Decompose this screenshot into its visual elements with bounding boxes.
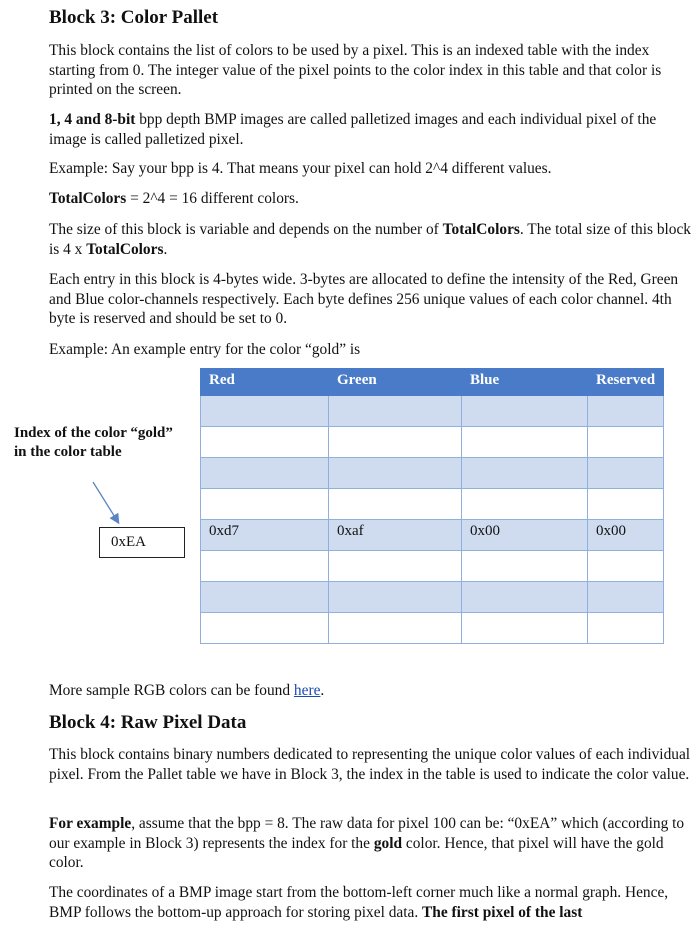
index-annotation-label: Index of the color “gold” in the color table bbox=[14, 425, 173, 460]
block3-intro-paragraph: This block contains the list of colors to be used by a pixel. This is an indexed table with the index starting from 0. The integer value of the pixel points to the color index in this table and that color is printed on the screen. bbox=[49, 42, 662, 98]
total-colors-bold: TotalColors bbox=[49, 190, 127, 207]
palletized-text: bpp depth BMP images are called palletized images and each individual pixel of the image is called palletized pixel. bbox=[49, 111, 657, 148]
total-colors-paragraph bbox=[49, 189, 694, 209]
gold-green-cell: 0xaf bbox=[329, 520, 462, 551]
block-size-text-a: The size of this block is variable and depends on the number of bbox=[49, 221, 443, 238]
table-row bbox=[201, 396, 664, 427]
block-size-text-c: . bbox=[163, 240, 168, 258]
block4-intro-paragraph: This block contains binary numbers dedicated to representing the unique color values of each individual pixel. From the Pallet table we have in Block 3, the index in the table is used to indicate the color value. bbox=[49, 746, 691, 783]
gold-reserved-cell: 0x00 bbox=[588, 520, 664, 551]
coordinates-paragraph bbox=[49, 883, 694, 922]
for-example-text-b: color. Hence, that pixel will have the gold color. bbox=[49, 834, 664, 871]
coordinates-text: The coordinates of a BMP image start from the bottom-left corner much like a normal graph. Hence, BMP follows the bottom-up approach for storing pixel data. bbox=[49, 884, 669, 921]
entry-width-paragraph: Each entry in this block is 4-bytes wide. 3-bytes are allocated to define the intensity of the Red, Green and Blue color-channels respectively. Each byte defines 256 unique values of each color channel. 4th byte is reserved and should be set to 0. bbox=[49, 271, 679, 327]
header-reserved: Reserved bbox=[588, 369, 664, 396]
for-example-text-a: , assume that the bpp = 8. The raw data for pixel 100 can be: “0xEA” which (according to our example in Block 3) represents the index for the bbox=[49, 815, 685, 852]
table-row bbox=[201, 582, 664, 613]
block4-heading: Block 4: Raw Pixel Data bbox=[49, 712, 247, 733]
gold-example-paragraph: Example: An example entry for the color “gold” is bbox=[49, 341, 361, 358]
palletized-paragraph bbox=[49, 110, 694, 149]
header-green: Green bbox=[329, 369, 462, 396]
header-blue: Blue bbox=[462, 369, 588, 396]
table-row bbox=[201, 489, 664, 520]
for-example-paragraph bbox=[49, 814, 694, 873]
gold-table-row bbox=[201, 520, 664, 551]
more-colors-text: More sample RGB colors can be found bbox=[49, 682, 294, 699]
total-colors-text: = 2^4 = 16 different colors. bbox=[126, 190, 299, 207]
table-row bbox=[201, 613, 664, 644]
gold-red-cell: 0xd7 bbox=[201, 520, 329, 551]
block-size-bold-1: TotalColors bbox=[442, 221, 520, 238]
block-size-bold-2: TotalColors bbox=[86, 240, 164, 258]
gold-bold: gold bbox=[373, 834, 403, 852]
index-value-box: 0xEA bbox=[99, 527, 185, 558]
block-size-text-b: . The total size of this block is 4 x bbox=[49, 221, 692, 258]
color-pallet-table bbox=[200, 368, 664, 644]
bit-depths-bold: 1, 4 and 8-bit bbox=[49, 111, 136, 128]
table-header-row bbox=[201, 369, 664, 396]
first-pixel-bold: The first pixel of the last bbox=[422, 903, 583, 921]
table-row bbox=[201, 458, 664, 489]
example-bpp-paragraph: Example: Say your bpp is 4. That means your pixel can hold 2^4 different values. bbox=[49, 160, 552, 177]
table-row bbox=[201, 427, 664, 458]
header-red: Red bbox=[201, 369, 329, 396]
here-link[interactable]: here bbox=[293, 682, 321, 699]
more-colors-end: . bbox=[320, 682, 325, 699]
block-size-paragraph bbox=[49, 220, 694, 259]
table-row bbox=[201, 551, 664, 582]
more-colors-paragraph bbox=[49, 681, 694, 701]
for-example-bold: For example bbox=[49, 815, 132, 832]
gold-blue-cell: 0x00 bbox=[462, 520, 588, 551]
block3-heading: Block 3: Color Pallet bbox=[49, 7, 219, 28]
